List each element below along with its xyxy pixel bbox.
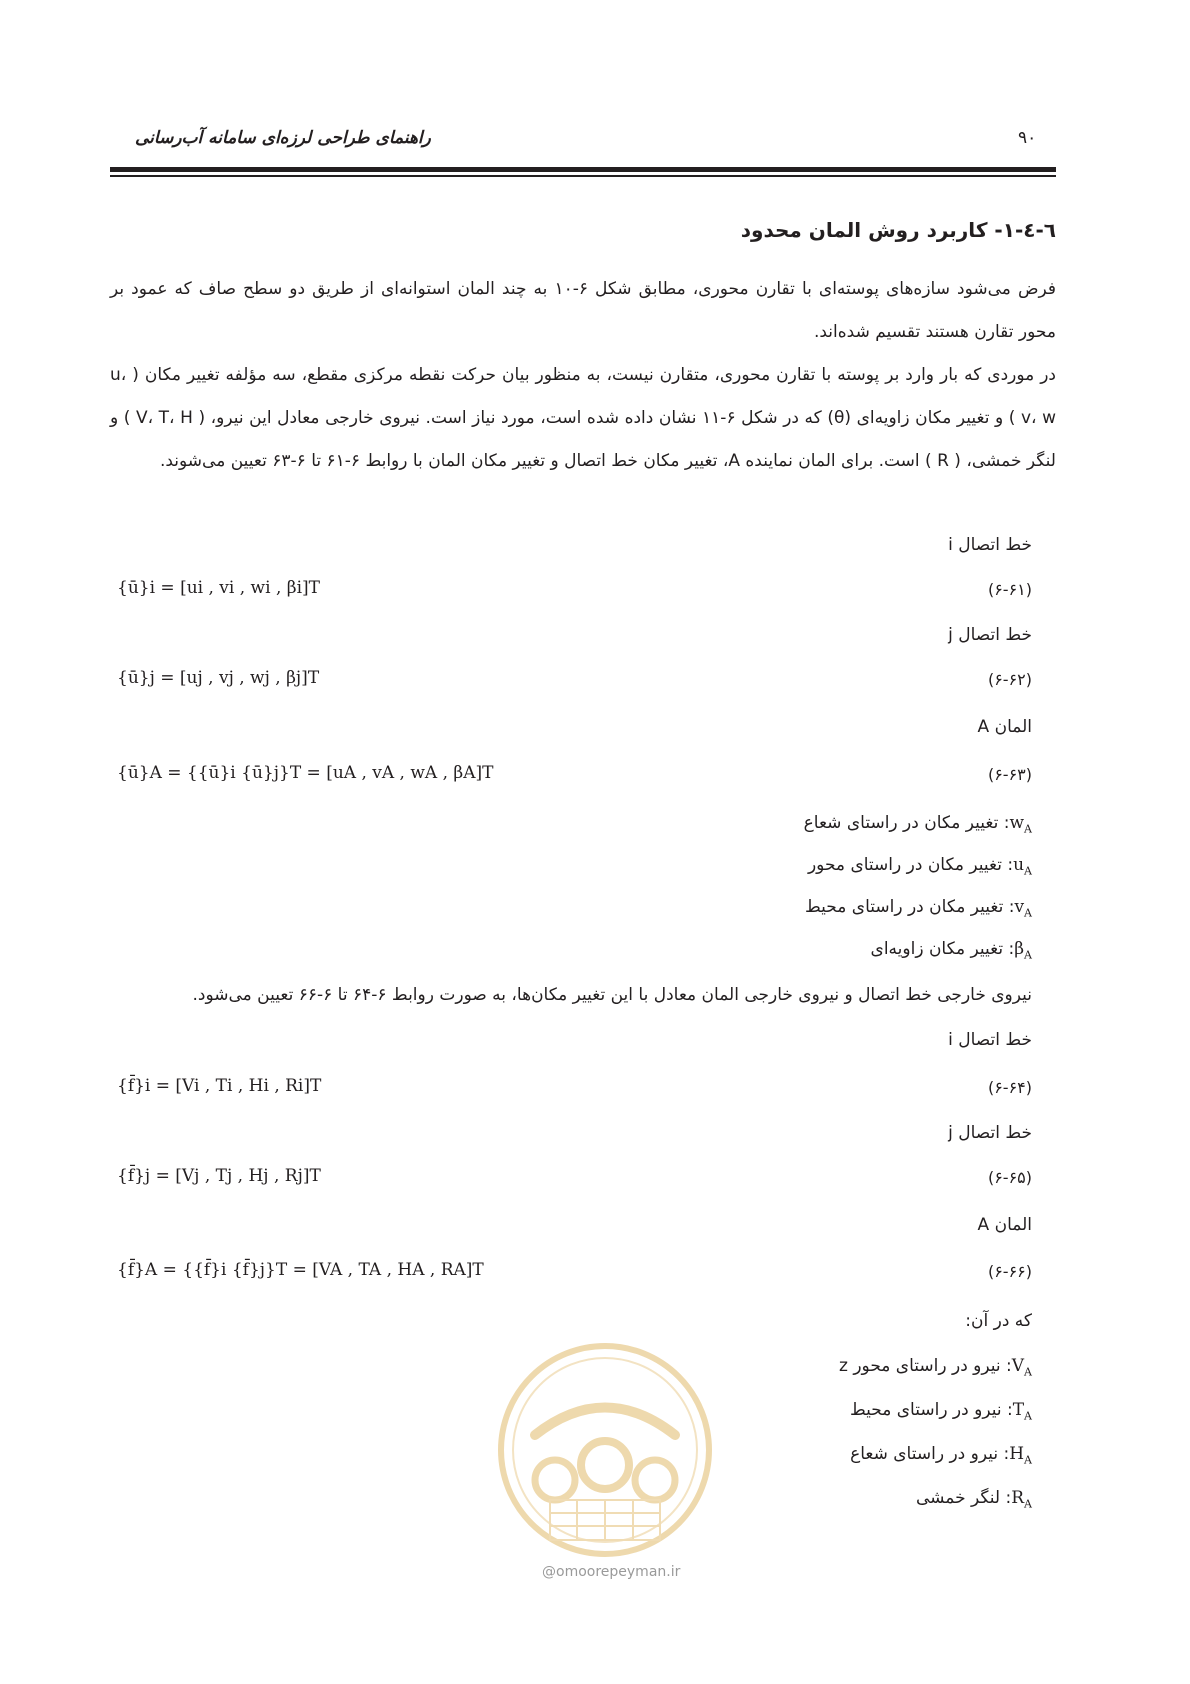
definition-VA: $V_A$: نیرو در راستای محور z <box>838 1356 1032 1379</box>
paragraph-1: فرض می‌شود سازه‌های پوسته‌ای با تقارن محوری، مطابق شکل ۶-۱۰ به چند المان استوانه‌ای از طریق دو سطح صاف که عمود بر محور تقارن هستند تقسیم شده‌اند. <box>110 279 1056 342</box>
definition-vA: $v_A$: تغییر مکان در راستای محیط <box>805 897 1032 920</box>
paragraph-2: در موردی که بار وارد بر پوسته با تقارن محوری، متقارن نیست، به منظور بیان حرکت نقطه مرکزی مقطع، سه مؤلفه تغییر مکان ( u، v، w ) و تغییر مکان زاویه‌ای (θ) که در شکل ۶-۱۱ نشان داده شده است، مورد نیاز است. نیروی خارجی معادل این نیرو، ( V، T، H ) و لنگر خمشی، ( R ) است. برای المان نماینده A، تغییر مکان خط اتصال و تغییر مکان المان با روابط ۶-۶۱ تا ۶-۶۳ تعیین می‌شوند. <box>110 365 1056 471</box>
equation-61: {ū}i = [ui , vi , wi , βi]T <box>117 578 320 598</box>
definition-TA: $T_A$: نیرو در راستای محیط <box>849 1400 1032 1423</box>
equation-number-63: (۶-۶۳) <box>987 765 1032 784</box>
omoorepeyman-logo-icon <box>495 1340 715 1560</box>
label-joint-j: خط اتصال j <box>948 625 1032 645</box>
definition-uA: $u_A$: تغییر مکان در راستای محور <box>807 855 1032 878</box>
header-rule-thin <box>110 175 1056 177</box>
equation-66: {f̄}A = {{f̄}i {f̄}j}T = [VA , TA , HA , RA]T <box>117 1260 484 1280</box>
page-number: ۹۰ <box>1018 128 1037 148</box>
label-joint-i: خط اتصال i <box>948 535 1032 555</box>
definition-wA: $w_A$: تغییر مکان در راستای شعاع <box>803 813 1032 836</box>
equation-63: {ū}A = {{ū}i {ū}j}T = [uA , vA , wA , βA]T <box>117 763 494 783</box>
where-label: که در آن: <box>965 1311 1032 1331</box>
running-header-title: راهنمای طراحی لرزه‌ای سامانه آب‌رسانی <box>135 128 431 148</box>
definition-RA: $R_A$: لنگر خمشی <box>915 1488 1032 1511</box>
label-joint-j-force: خط اتصال j <box>948 1123 1032 1143</box>
paragraph-3: نیروی خارجی خط اتصال و نیروی خارجی المان معادل با این تغییر مکان‌ها، به صورت روابط ۶-۶۴ تا ۶-۶۶ تعیین می‌شود. <box>192 985 1032 1005</box>
label-joint-i-force: خط اتصال i <box>948 1030 1032 1050</box>
equation-62: {ū}j = [uj , vj , wj , βj]T <box>117 668 320 688</box>
definition-HA: $H_A$: نیرو در راستای شعاع <box>850 1444 1032 1467</box>
equation-number-62: (۶-۶۲) <box>987 670 1032 689</box>
label-element-A: المان A <box>977 717 1032 737</box>
definition-betaA: $\beta_A$: تغییر مکان زاویه‌ای <box>870 939 1032 962</box>
equation-number-65: (۶-۶۵) <box>987 1168 1032 1187</box>
equation-64: {f̄}i = [Vi , Ti , Hi , Ri]T <box>117 1076 322 1096</box>
equation-number-61: (۶-۶۱) <box>987 580 1032 599</box>
section-heading: ٦-٤-١- کاربرد روش المان محدود <box>740 218 1056 242</box>
watermark-text: @omoorepeyman.ir <box>542 1564 681 1580</box>
label-element-A-force: المان A <box>977 1215 1032 1235</box>
equation-65: {f̄}j = [Vj , Tj , Hj , Rj]T <box>117 1166 321 1186</box>
header-rule-thick <box>110 167 1056 172</box>
equation-number-64: (۶-۶۴) <box>987 1078 1032 1097</box>
equation-number-66: (۶-۶۶) <box>987 1262 1032 1281</box>
